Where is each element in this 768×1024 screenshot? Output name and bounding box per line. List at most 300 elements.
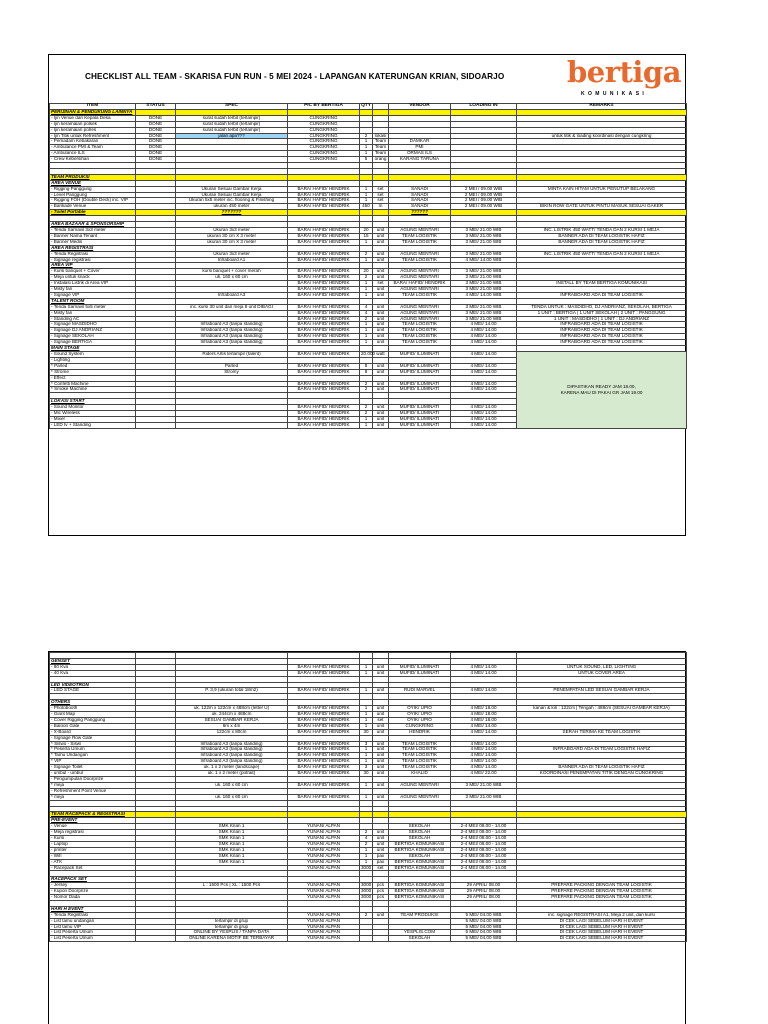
loading-cell: 2 MEI / 09.00 WIB (451, 192, 517, 198)
pic-cell: BARA/ HAFID/ HENDRIK (288, 723, 360, 729)
item-cell: - Rigging Panggung (50, 186, 136, 192)
spec-cell: Stromy (176, 369, 288, 375)
vendor-cell: PMI (389, 145, 451, 151)
green-note-line: DIPASTIKAN READY JAM 18.00, (567, 383, 636, 389)
vendor-cell: SANADI (389, 198, 451, 204)
pic-cell: BARA/ HAFID/ HENDRIK (288, 759, 360, 765)
unit-cell: unit (373, 759, 389, 765)
status-cell: DONE (136, 157, 176, 163)
spec-cell: Infraboard A3 (tanpa standing) (176, 328, 288, 334)
loading-cell: 4 MEI/ 14.00 (451, 729, 517, 735)
pic-cell: BARA/ HAFID/ HENDRIK (288, 192, 360, 198)
qty-cell: 1 (360, 712, 373, 718)
vendor-cell: TEAM LOGISTIK (389, 257, 451, 263)
loading-cell: 4 MEI/ 14.00 (451, 322, 517, 328)
pic-cell: BARA/ HAFID/ HENDRIK (288, 352, 360, 358)
qty-cell: 1 (360, 192, 373, 198)
qty-cell: 20 (360, 269, 373, 275)
spec-cell: Ukuran 3x3 meter (176, 251, 288, 257)
qty-cell: 1 (360, 859, 373, 865)
remarks-cell: UNTUK SOUND, LED, LIGHTING (517, 664, 687, 670)
pic-cell: BARA/ HAFID/ HENDRIK (288, 717, 360, 723)
pic-cell: BARA/ HAFID/ HENDRIK (288, 322, 360, 328)
unit-cell: set (373, 186, 389, 192)
item-cell: - Kupon Doorprize (50, 889, 136, 895)
qty-cell: 1 (360, 281, 373, 287)
item-cell: - 40 Kva (50, 670, 136, 676)
item-cell: PERIJINAN & PENDUKUNG LAINNYA (50, 109, 136, 115)
vendor-cell: ORMAS ILS (389, 151, 451, 157)
unit-cell: orang (373, 157, 389, 163)
unit-cell: unit (373, 328, 389, 334)
item-cell: MAIN STAGE (50, 346, 136, 352)
item-cell: - Photobooth (50, 706, 136, 712)
spec-cell: uk. 160 x 60 cm (176, 275, 288, 281)
vendor-cell: TEAM LOGISTIK (389, 753, 451, 759)
pic-cell: BARA/ HAFID/ HENDRIK (288, 411, 360, 417)
unit-cell: unit (373, 387, 389, 393)
item-cell: - List Peserta Umum (50, 936, 136, 942)
status-cell: DONE (136, 121, 176, 127)
unit-cell: unit (373, 706, 389, 712)
column-header-qty: QTY (361, 103, 371, 108)
loading-cell: 4 MEI/ 18.00 (451, 706, 517, 712)
item-cell: - Tenda Registrasi (50, 251, 136, 257)
column-header-vendor: VENDOR (389, 104, 451, 110)
remarks-cell: INFRABOARD ADA DI TEAM LOGISTIK HAFIZ (517, 747, 687, 753)
spec-cell: surat sudah terbit (terlampir) (176, 121, 288, 127)
pic-cell: BARA/ HAFID/ HENDRIK (288, 363, 360, 369)
item-cell: - ATK (50, 859, 136, 865)
status-cell: DONE (136, 127, 176, 133)
unit-cell: unit (373, 316, 389, 322)
remarks-cell: PREPARE PACKING DENGAN TEAM LOGISTIK (517, 889, 687, 895)
item-cell: - Laptop (50, 841, 136, 847)
spec-cell: SMK Krian 1 (176, 836, 288, 842)
qty-cell: 450 (360, 204, 373, 210)
vendor-cell: YESPLIS.COM (389, 930, 451, 936)
item-cell: - Lighting (50, 357, 136, 363)
pic-cell: BARA/ HAFID/ HENDRIK (288, 405, 360, 411)
spec-cell: ukuran 450 meter (176, 204, 288, 210)
logo-wordmark: bertiga (567, 55, 681, 89)
item-cell: - Tenda Sarnavil 5x5 meter (50, 304, 136, 310)
remarks-cell: DI CEK LAGI SEBELUM HARI H EVENT (517, 930, 687, 936)
unit-cell: unit (373, 257, 389, 263)
remarks-cell: PREPARE PACKING DENGAN TEAM LOGISTIK (517, 883, 687, 889)
remarks-cell: kanan & kiri : 122cm | Tengah : 488cm (SESUAI GAMBAR KERJA) (517, 706, 687, 712)
loading-cell: 2-4 MEI/ 08.00 - 14.00 (451, 824, 517, 830)
pic-cell: BARA/ HAFID/ HENDRIK (288, 292, 360, 298)
remarks-cell: untuk titik & loading koordinasi dengan cungkring (517, 133, 687, 139)
loading-cell: 4 MEI/ 14.00 (451, 363, 517, 369)
spec-cell: Infraboard A3 (tanpa standing) (176, 340, 288, 346)
pic-cell: YUNAN/ ALPAN (288, 883, 360, 889)
vendor-cell: SEKOLAH (389, 853, 451, 859)
loading-cell: 4 MEI/ 14.00 (451, 723, 517, 729)
loading-cell: 2-4 MEI/ 08.00 - 14.00 (451, 836, 517, 842)
pic-cell: BARA/ HAFID/ HENDRIK (288, 747, 360, 753)
pic-cell: YUNAN/ ALPAN (288, 924, 360, 930)
item-cell: - Level Panggung (50, 192, 136, 198)
pic-cell: BARA/ HAFID/ HENDRIK (288, 204, 360, 210)
pic-cell: BARA/ HAFID/ HENDRIK (288, 741, 360, 747)
spec-cell: uk. 160 x 60 cm (176, 794, 288, 800)
remarks-cell: TENDA UNTUK : MASDIDHO, DJ ANDRIANZ, SEKOLAH, BERTIGA (517, 304, 687, 310)
spec-cell: Infraboard A3 (tanpa standing) (176, 747, 288, 753)
spec-cell: surat sudah terbit (terlampir) (176, 127, 288, 133)
item-cell: - Signage registrasi (50, 257, 136, 263)
vendor-cell: AGUNG MENTARI (389, 316, 451, 322)
unit-cell: unit (373, 753, 389, 759)
unit-cell: unit (373, 830, 389, 836)
pic-cell: YUNAN/ ALPAN (288, 865, 360, 871)
item-cell: - Signage BERTIGA (50, 340, 136, 346)
item-cell: - umbul - umbul (50, 771, 136, 777)
unit-cell: unit (373, 405, 389, 411)
qty-cell: 4 (360, 310, 373, 316)
pic-cell: YUNAN/ ALPAN (288, 912, 360, 918)
loading-cell: 4 MEI/ 22.00 (451, 771, 517, 777)
unit-cell: set (373, 717, 389, 723)
vendor-cell: ?????? (389, 210, 451, 216)
loading-cell: 4 MEI/ 14.00 (451, 405, 517, 411)
spec-cell: Ukuran 5x5 meter inc. flooring & Finishing (176, 198, 288, 204)
unit-cell: unit (373, 310, 389, 316)
remarks-cell: 1 UNIT : BERTIGA | 1 UNIT SEKOLAH | 2 UNIT : PANGGUNG (517, 310, 687, 316)
pic-cell: CUNGKRING (288, 139, 360, 145)
item-cell: AREA VIP (50, 263, 136, 269)
remarks-cell: DI CEK LAGI SEBELUM HARI H EVENT (517, 924, 687, 930)
spec-cell: inc. kursi 30 unit dan meja 8 unit DIBAGI (176, 304, 288, 310)
unit-cell: unit (373, 275, 389, 281)
loading-cell: 3 MEI/ 21.00 WIB (451, 310, 517, 316)
item-cell: - Instalasi Listrik di Area VIP (50, 281, 136, 287)
item-cell: - Kursi banquet + Cover (50, 269, 136, 275)
vendor-cell: TEAM PRODUKSI (389, 912, 451, 918)
spec-cell: uk. 1 x 2 meter (landscape) (176, 765, 288, 771)
vendor-cell: OYIK/ UPIO (389, 712, 451, 718)
item-cell: - Signage Row Gate (50, 735, 136, 741)
pic-cell: BARA/ HAFID/ HENDRIK (288, 340, 360, 346)
pic-cell: YUNAN/ ALPAN (288, 847, 360, 853)
remarks-cell: INFRABOARD ADA DI TEAM LOGISTIK (517, 340, 687, 346)
pic-cell: YUNAN/ ALPAN (288, 824, 360, 830)
item-cell: - Signage DJ ANDRIANZ (50, 328, 136, 334)
pic-cell: CUNGKRING (288, 157, 360, 163)
vendor-cell: TEAM LOGISTIK (389, 328, 451, 334)
vendor-cell: MUFID/ ILUMINATI (389, 422, 451, 428)
item-cell: - Misty fan (50, 287, 136, 293)
qty-cell: 1 (360, 670, 373, 676)
vendor-cell: BARA/ HAFID/ HENDRIK (389, 281, 451, 287)
qty-cell: 1 (360, 723, 373, 729)
pic-cell: BARA/ HAFID/ HENDRIK (288, 664, 360, 670)
qty-cell: 1 (360, 292, 373, 298)
loading-cell: 4 MEI/ 14.00 (451, 765, 517, 771)
green-note-line: KARENA MAU DI PAKAI GR JAM 19.00 (560, 389, 643, 395)
unit-cell: unit (373, 741, 389, 747)
spec-cell: Infraboard A3 (176, 292, 288, 298)
loading-cell: 4 MEI/ 14.00 (451, 334, 517, 340)
loading-cell: 4 MEI/ 14.00 (451, 369, 517, 375)
unit-cell: unit (373, 322, 389, 328)
item-cell: - Pemadam Kebakaran (50, 139, 136, 145)
item-cell: - 80 Kva (50, 664, 136, 670)
loading-cell: 4 MEI/ 14.00 (451, 387, 517, 393)
qty-cell: 15 (360, 233, 373, 239)
spec-cell: uk. 122m x 122cm x 488cm (letter U) (176, 706, 288, 712)
item-cell: - List Peserta Umum (50, 930, 136, 936)
spec-cell: uk. 1 x 2 meter (potrait) (176, 771, 288, 777)
spec-cell: SMK Krian 1 (176, 830, 288, 836)
pic-cell: CUNGKRING (288, 145, 360, 151)
spec-cell: SMK Krian 1 (176, 859, 288, 865)
item-cell: - Baloon Gate (50, 723, 136, 729)
loading-cell: 4 MEI/ 14.00 (451, 759, 517, 765)
loading-cell: 3 MEI/ 21.00 WIB (451, 287, 517, 293)
vendor-cell: BERTIGA KOMUNIKASI (389, 865, 451, 871)
item-cell: * Parled (50, 363, 136, 369)
pic-cell: BARA/ HAFID/ HENDRIK (288, 328, 360, 334)
item-cell: - Tenda Sarnavil 3x3 meter (50, 227, 136, 233)
spec-cell: ukuran 30 cm X 3 meter (176, 233, 288, 239)
item-cell: - Ijin Venue dari Kepala Desa (50, 115, 136, 121)
qty-cell: 1 (360, 753, 373, 759)
pic-cell: BARA/ HAFID/ HENDRIK (288, 416, 360, 422)
qty-cell: 3 (360, 741, 373, 747)
item-cell: - Crew Kebersihan (50, 157, 136, 163)
pic-cell: YUNAN/ ALPAN (288, 830, 360, 836)
spec-cell: Infraboard A3 (tanpa standing) (176, 741, 288, 747)
vendor-cell: BERTIGA KOMUNIKASI (389, 841, 451, 847)
vendor-cell: TEAM LOGISTIK (389, 747, 451, 753)
pic-cell: YUNAN/ ALPAN (288, 859, 360, 865)
item-cell: AREA REGISTRASI (50, 245, 136, 251)
item-cell: - Racepack Set (50, 865, 136, 871)
pic-cell: BARA/ HAFID/ HENDRIK (288, 729, 360, 735)
qty-cell: 3 (360, 765, 373, 771)
pic-cell: YUNAN/ ALPAN (288, 889, 360, 895)
pic-cell: BARA/ HAFID/ HENDRIK (288, 310, 360, 316)
vendor-cell: TEAM LOGISTIK (389, 292, 451, 298)
qty-cell: 2 (360, 405, 373, 411)
status-cell: DONE (136, 151, 176, 157)
item-cell: - printer (50, 847, 136, 853)
column-header-remarks: REMARKS (517, 104, 687, 110)
item-cell: - Signage VIP (50, 292, 136, 298)
qty-cell: 1 (360, 239, 373, 245)
spec-cell: Parled (176, 363, 288, 369)
loading-cell: 29 APRIL/ 08.00 (451, 895, 517, 901)
pic-cell: YUNAN/ ALPAN (288, 836, 360, 842)
spec-cell: 6m x 4m (176, 723, 288, 729)
unit-cell: unit (373, 782, 389, 788)
pic-cell: BARA/ HAFID/ HENDRIK (288, 422, 360, 428)
item-cell: - Ambulance ILS (50, 151, 136, 157)
remarks-cell: UNTUK COVER AREA (517, 670, 687, 676)
qty-cell: 1 (360, 688, 373, 694)
item-cell: - Meja untuk snack (50, 275, 136, 281)
item-cell: - Tenda Registrasi (50, 912, 136, 918)
item-cell: TALENT ROOM (50, 298, 136, 304)
remarks-cell: PENEMPATAN LED SESUAI GAMBAR KERJA (517, 688, 687, 694)
unit-cell: pax (373, 859, 389, 865)
pic-cell: BARA/ HAFID/ HENDRIK (288, 239, 360, 245)
remarks-cell: INSTALL BY TEAM BERTIGA KOMUNIKASI (517, 281, 687, 287)
item-cell: - Mic Wireless (50, 411, 136, 417)
table-row (50, 936, 687, 942)
loading-cell: 3 MEI/ 21.00 WIB (451, 275, 517, 281)
column-header-status: STATUS (136, 104, 176, 110)
item-cell: - Jersey (50, 883, 136, 889)
spec-cell: SMK Krian 1 (176, 847, 288, 853)
vendor-cell: MUFID/ ILUMINATI (389, 369, 451, 375)
page-title: CHECKLIST ALL TEAM - SKARISA FUN RUN - 5 MEI 2024 - LAPANGAN KATERUNGAN KRIAN, SIDOARJO (85, 72, 505, 81)
qty-cell: 1 (360, 186, 373, 192)
remarks-cell: BANNER ADA DI TEAM LOGISTIK HAFIZ (517, 239, 687, 245)
loading-cell: 4 MEI/ 14.00 (451, 411, 517, 417)
item-cell: LOKASI START (50, 399, 136, 405)
unit-cell (373, 936, 389, 942)
pic-cell: BARA/ HAFID/ HENDRIK (288, 198, 360, 204)
vendor-cell: MUFID/ ILUMINATI (389, 352, 451, 358)
item-cell: TEAM PRODUKSI (50, 174, 136, 180)
vendor-cell: AGUNG MENTARI (389, 275, 451, 281)
column-header-pic: PIC BY BERTIGA (288, 104, 360, 110)
unit-cell: unit (373, 765, 389, 771)
vendor-cell: TEAM LOGISTIK (389, 759, 451, 765)
vendor-cell: DAMKAR (389, 139, 451, 145)
item-cell: * meja (50, 782, 136, 788)
status-cell (136, 422, 176, 428)
item-cell: - Pengumpulan Doorprize (50, 776, 136, 782)
qty-cell: 4 (360, 836, 373, 842)
item-cell: - Misty fan (50, 310, 136, 316)
item-cell: - Sound System (50, 352, 136, 358)
qty-cell: 2 (360, 133, 373, 139)
qty-cell: 2 (360, 841, 373, 847)
loading-cell: 4 MEI/ 14.00 (451, 328, 517, 334)
remarks-cell: SERAH TERIMA KE TEAM LOGISTIK (517, 729, 687, 735)
status-cell (136, 936, 176, 942)
loading-cell: 2-4 MEI/ 08.00 - 14.00 (451, 830, 517, 836)
loading-cell: 3 MEI/ 21.00 WIB (451, 227, 517, 233)
vendor-cell: AGUNG MENTARI (389, 782, 451, 788)
qty-cell: 1 (360, 145, 373, 151)
vendor-cell: TEAM LOGISTIK (389, 334, 451, 340)
pic-cell: BARA/ HAFID/ HENDRIK (288, 227, 360, 233)
pic-cell: CUNGKRING (288, 127, 360, 133)
qty-cell: 1 (360, 782, 373, 788)
loading-cell: 2 MEI / 09.00 WIB (451, 186, 517, 192)
qty-cell: 1 (360, 340, 373, 346)
vendor-cell: MUFID/ ILUMINATI (389, 387, 451, 393)
qty-cell: 2 (360, 316, 373, 322)
pic-cell: YUNAN/ ALPAN (288, 841, 360, 847)
item-cell: GENSET (50, 658, 136, 664)
vendor-cell: MUFID/ ILUMINATI (389, 363, 451, 369)
item-cell: PRE-EVENT (50, 818, 136, 824)
loading-cell: 4 MEI/ 14.00 (451, 688, 517, 694)
vendor-cell: MUFID/ ILUMINATI (389, 411, 451, 417)
qty-cell: 3000 (361, 888, 372, 894)
vendor-cell: CUNGKRING (389, 723, 451, 729)
item-cell: TEAM RACEPACK & REGISTRASI (50, 812, 136, 818)
loading-cell: 3 MEI/ 21.00 WIB (451, 233, 517, 239)
unit-cell: watt (373, 352, 389, 358)
pic-cell: YUNAN/ ALPAN (288, 918, 360, 924)
qty-cell: 8 (360, 363, 373, 369)
qty-cell: 1 (360, 664, 373, 670)
spec-cell: surat sudah terbit (terlampir) (176, 115, 288, 121)
spec-cell: Ukuran 3x3 meter (176, 227, 288, 233)
unit-cell: set (373, 198, 389, 204)
loading-cell: 4 MEI/ 14.00 (451, 664, 517, 670)
spec-cell: L : 1500 Pcs | XL : 1500 Pcs (176, 883, 288, 889)
item-cell: LED VIDEOTRON (50, 682, 136, 688)
item-cell: - Standing AC (50, 316, 136, 322)
checklist-sheet-page-2 (48, 651, 686, 1024)
qty-cell: 1 (360, 759, 373, 765)
status-cell: DONE (136, 133, 176, 139)
pic-cell: BARA/ HAFID/ HENDRIK (288, 381, 360, 387)
vendor-cell: TEAM LOGISTIK (389, 239, 451, 245)
qty-cell: 2 (360, 411, 373, 417)
vendor-cell: AGUNG MENTARI (389, 227, 451, 233)
pic-cell: YUNAN/ ALPAN (288, 895, 360, 901)
vendor-cell: AGUNG MENTARI (389, 304, 451, 310)
loading-cell: 3 MEI/ 21.00 WIB (451, 794, 517, 800)
unit-cell: unit (373, 422, 389, 428)
checklist-table-2 (49, 652, 687, 942)
unit-cell: unit (373, 664, 389, 670)
unit-cell: set (373, 281, 389, 287)
vendor-cell: MUFID/ ILUMINATI (389, 381, 451, 387)
qty-cell: 1 (360, 422, 373, 428)
unit-cell: unit (373, 334, 389, 340)
item-cell: - Banner Medis (50, 239, 136, 245)
unit-cell: unit (373, 912, 389, 918)
vendor-cell: BERTIGA KOMUNIKASI (389, 895, 451, 901)
item-cell: * Strome (50, 369, 136, 375)
vendor-cell: AGUNG MENTARI (389, 287, 451, 293)
spec-cell (176, 422, 288, 428)
qty-cell: 2 (360, 251, 373, 257)
qty-cell: 20.000 (361, 351, 376, 357)
unit-cell: unit (373, 847, 389, 853)
item-cell: - Nomor Dada (50, 895, 136, 901)
item-cell: - List tamu VIP (50, 924, 136, 930)
vendor-cell: BERTIGA KOMUNIKASI (389, 883, 451, 889)
item-cell: RACEPACK SET (50, 877, 136, 883)
column-header-item: ITEM (50, 104, 136, 110)
unit-cell: unit (373, 723, 389, 729)
qty-cell: 1 (360, 334, 373, 340)
loading-cell: 3 MEI/ 21.00 WIB (451, 782, 517, 788)
loading-cell: 4 MEI/ 14.00 WIB (451, 257, 517, 263)
qty-cell: 2 (360, 387, 373, 393)
unit-cell: unit (373, 287, 389, 293)
remarks-cell: INFRABOARD ADA DI TEAM LOGISTIK (517, 322, 687, 328)
spec-cell: ??????? (176, 210, 288, 216)
qty-cell: 5 (360, 157, 373, 163)
pic-cell: CUNGKRING (288, 121, 360, 127)
pic-cell: BARA/ HAFID/ HENDRIK (288, 233, 360, 239)
pic-cell: BARA/ HAFID/ HENDRIK (288, 765, 360, 771)
unit-cell: pax (373, 853, 389, 859)
qty-cell: 1 (360, 794, 373, 800)
